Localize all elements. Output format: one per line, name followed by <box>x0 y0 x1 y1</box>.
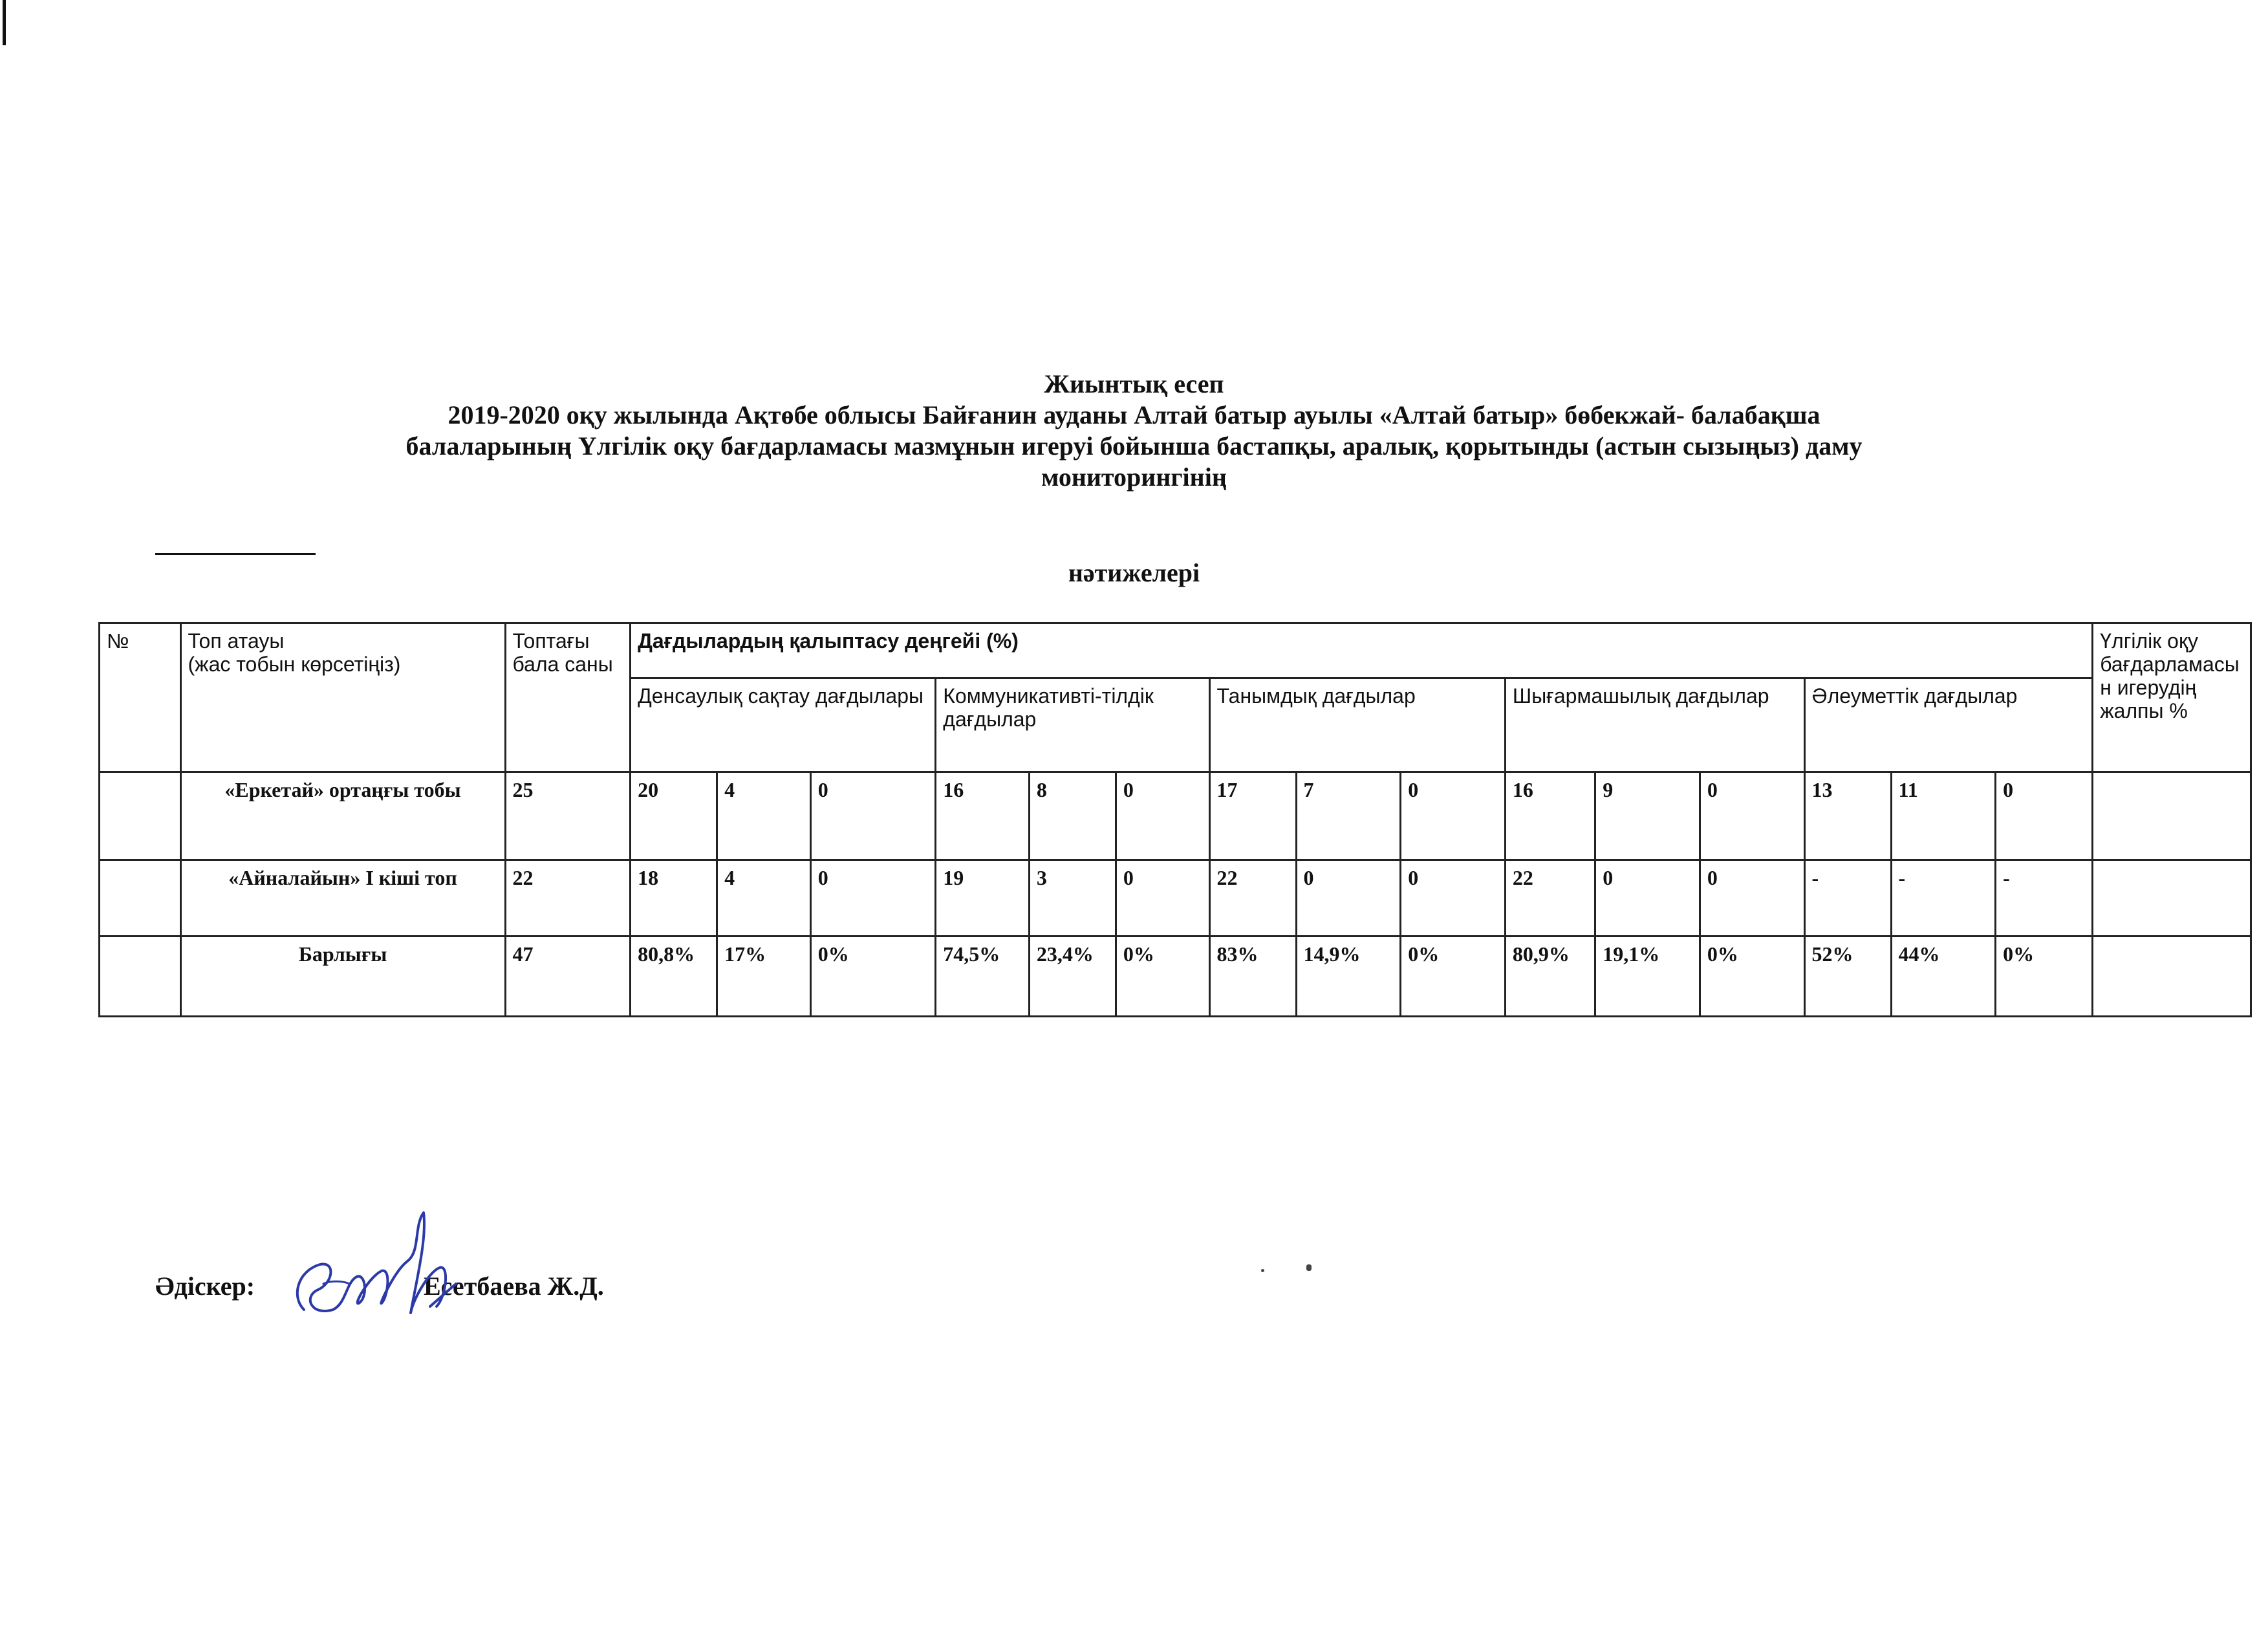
cell-value: 74,5% <box>936 937 1030 1017</box>
cell-value: 0 <box>1700 860 1804 937</box>
document-title <box>0 369 2268 493</box>
row-overall <box>2093 937 2251 1017</box>
cell-value: 16 <box>1505 772 1595 860</box>
cell-value: - <box>1996 860 2093 937</box>
table-row <box>100 860 2251 937</box>
cell-value: 0 <box>810 772 936 860</box>
signer-role: Әдіскер: <box>155 1272 255 1301</box>
row-overall <box>2093 772 2251 860</box>
cell-value: 80,9% <box>1505 937 1595 1017</box>
header-skill-cognitive: Танымдық дағдылар <box>1209 678 1505 772</box>
title-line-2: 2019-2020 оқу жылында Ақтөбе облысы Байғанин ауданы Алтай батыр ауылы «Алтай батыр» бөбекжай- балабақша <box>448 400 1820 429</box>
row-num <box>100 860 181 937</box>
cell-value: - <box>1804 860 1891 937</box>
cell-value: 16 <box>936 772 1030 860</box>
row-group-name: «Еркетай» ортаңғы тобы <box>180 772 505 860</box>
signer-name: Есетбаева Ж.Д. <box>424 1272 604 1301</box>
cell-value: 0% <box>810 937 936 1017</box>
monitoring-results-table <box>98 622 2252 1017</box>
cell-value: 11 <box>1891 772 1996 860</box>
cell-value: 52% <box>1804 937 1891 1017</box>
title-line-3: балаларының Үлгілік оқу бағдарламасы мазмұнын игеруі бойынша бастапқы, аралық, қорытынды (астын сызыңыз) даму <box>405 431 1863 460</box>
cell-value: 0% <box>1700 937 1804 1017</box>
cell-value: 9 <box>1595 772 1700 860</box>
cell-value: 4 <box>717 860 811 937</box>
cell-value: - <box>1891 860 1996 937</box>
cell-value: 80,8% <box>631 937 717 1017</box>
title-line-5: нәтижелері <box>1068 558 1200 587</box>
header-num: № <box>100 623 181 772</box>
cell-value: 13 <box>1804 772 1891 860</box>
cell-value: 0 <box>1116 772 1209 860</box>
cell-value: 22 <box>1209 860 1296 937</box>
row-group-name: «Айналайын» І кіші топ <box>180 860 505 937</box>
cell-value: 8 <box>1029 772 1116 860</box>
scan-speck <box>1261 1269 1264 1272</box>
row-group-name: Барлығы <box>180 937 505 1017</box>
header-skill-social: Әлеуметтік дағдылар <box>1804 678 2093 772</box>
table-row <box>100 772 2251 860</box>
cell-value: 83% <box>1209 937 1296 1017</box>
cell-value: 0 <box>1401 860 1506 937</box>
cell-value: 0 <box>1116 860 1209 937</box>
cell-value: 22 <box>1505 860 1595 937</box>
cell-value: 4 <box>717 772 811 860</box>
underline-rule <box>155 553 316 555</box>
cell-value: 0 <box>1996 772 2093 860</box>
cell-value: 19 <box>936 860 1030 937</box>
header-overall: Үлгілік оқу бағдарламасын игерудің жалпы % <box>2093 623 2251 772</box>
title-line-1: Жиынтық есеп <box>1044 369 1224 398</box>
row-num <box>100 772 181 860</box>
cell-value: 0% <box>1996 937 2093 1017</box>
header-child-count: Топтағы бала саны <box>505 623 631 772</box>
row-count: 22 <box>505 860 631 937</box>
cell-value: 19,1% <box>1595 937 1700 1017</box>
header-group-name: Топ атауы (жас тобын көрсетіңіз) <box>180 623 505 772</box>
cell-value: 44% <box>1891 937 1996 1017</box>
row-count: 47 <box>505 937 631 1017</box>
cell-value: 17% <box>717 937 811 1017</box>
cell-value: 0% <box>1401 937 1506 1017</box>
cell-value: 0% <box>1116 937 1209 1017</box>
header-row-1 <box>100 623 2251 678</box>
cell-value: 18 <box>631 860 717 937</box>
cell-value: 0 <box>810 860 936 937</box>
cell-value: 17 <box>1209 772 1296 860</box>
header-skill-communication: Коммуникативті-тілдік дағдылар <box>936 678 1209 772</box>
cell-value: 0 <box>1595 860 1700 937</box>
handwritten-signature <box>285 1200 466 1342</box>
header-skills-level: Дағдылардың қалыптасу деңгейі (%) <box>631 623 2093 678</box>
cell-value: 3 <box>1029 860 1116 937</box>
title-line-4: мониторингінің <box>1041 462 1227 492</box>
row-overall <box>2093 860 2251 937</box>
row-num <box>100 937 181 1017</box>
cell-value: 14,9% <box>1296 937 1401 1017</box>
cell-value: 0 <box>1401 772 1506 860</box>
table-row <box>100 937 2251 1017</box>
header-skill-creative: Шығармашылық дағдылар <box>1505 678 1804 772</box>
scan-speck <box>1306 1264 1312 1271</box>
cell-value: 0 <box>1700 772 1804 860</box>
cell-value: 20 <box>631 772 717 860</box>
cell-value: 23,4% <box>1029 937 1116 1017</box>
cell-value: 0 <box>1296 860 1401 937</box>
row-count: 25 <box>505 772 631 860</box>
scan-edge-mark <box>3 0 6 45</box>
header-skill-health: Денсаулық сақтау дағдылары <box>631 678 936 772</box>
cell-value: 7 <box>1296 772 1401 860</box>
